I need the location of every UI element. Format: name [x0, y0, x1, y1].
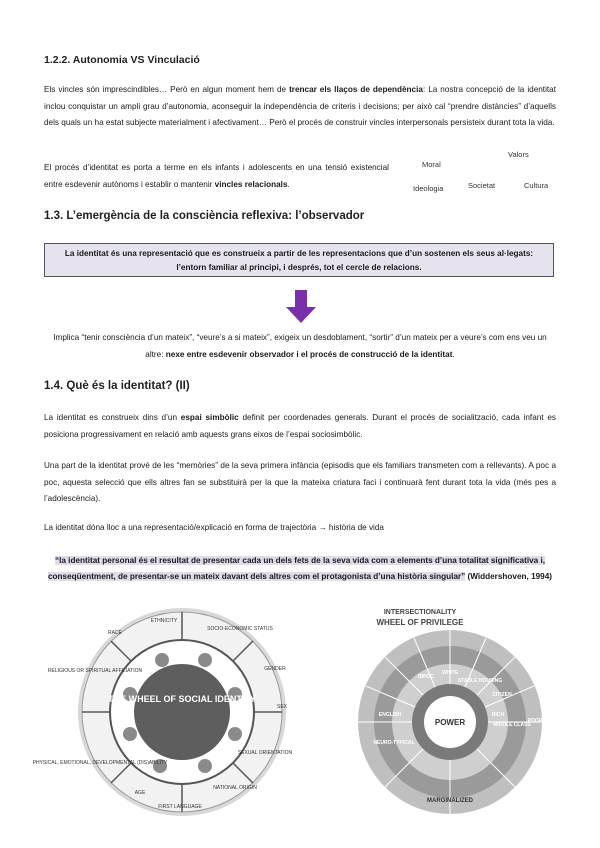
wheel-label-race: RACE [108, 630, 122, 636]
text-run: . [287, 179, 290, 189]
bold-run: espai simbòlic [180, 413, 239, 422]
section-heading-1-4: 1.4. Què és la identitat? (II) [44, 380, 190, 392]
wheel2-label-housing: STABLE HOUSING [457, 678, 503, 684]
wheel-label-national-origin: NATIONAL ORIGIN [213, 785, 257, 791]
text-run: El procés d’identitat es porta a terme en els infants i adolescents en una tensió existencial entre esdevenir autònoms i establir o mantenir [44, 163, 389, 189]
paragraph-autonomy [44, 82, 556, 132]
intersectionality-wheel-of-privilege [350, 604, 565, 804]
text-run: Implica “tenir consciència d’un mateix”, “veure’s a si mateix”, exigeix un desdoblament, “sortir” d’un mateix per a veure’s com ens veu un altre: [53, 333, 547, 359]
text-run: La identitat es construeix dins d’un [44, 413, 181, 422]
bold-run: nexe entre esdevenir observador i el procés de construcció de la identitat [165, 349, 453, 359]
definition-box: La identitat és una representació que es construeix a partir de les representacions que d’un sostenen els seus al·legats: l’entorn familiar al principi, i després, tot el cercle de relacions. [44, 243, 554, 277]
wheel2-label-poor: POOR [527, 718, 543, 724]
text-run: . [452, 349, 455, 359]
wheel2-title-line1: INTERSECTIONALITY [383, 609, 457, 616]
paragraph-symbolic-space [44, 410, 556, 443]
word-societat: Societat [468, 181, 496, 190]
word-moral: Moral [422, 160, 441, 169]
quote-text: “la identitat personal és el resultat de presentar cada un dels fets de la seva vida com a elements d’una totalitat significativa i, conseqüentment, de presentar-se un mateix davant dels altres com el protagonista d’una història singular” [47, 556, 546, 581]
wheel2-label-neurotypical: NEURO-TYPICAL [373, 740, 415, 746]
text-run: Els vincles són imprescindibles… Però en algun moment hem de [44, 85, 290, 94]
text-run: : La nostra concepció de la identitat inclou conquistar un ampli grau d’autonomia, aconseguir la independència de criteris i decisions; per això cal “prendre distàncies” d’aquells dels quals un ha estat subjecte materialment i afectivament… Però el procés de construir vincles interpersonals persisteix durant tota la vida. [44, 85, 556, 127]
bold-run: trencar els llaços de dependència [289, 85, 423, 94]
wheel2-label-bipoc: BIPOC [418, 674, 434, 680]
quote-citation: (Widdershoven, 1994) [465, 571, 553, 581]
paragraph-memories: Una part de la identitat prové de les “memòries” de la seva primera infància (episodis que els familiars transmeten com a rellevants). A poc a poc, aquesta selecció que ells altres fan se substituirà per la que la mateixa criatura faci i continuarà fent durant tota la vida (més pes a l’adolescència). [44, 461, 556, 503]
wheel2-label-rich: RICH [491, 712, 505, 718]
bold-run: vincles relacionals [214, 179, 288, 189]
quote-widdershoven [44, 553, 556, 584]
section-heading-1-3: 1.3. L’emergència de la consciència reflexiva: l’observador [44, 210, 365, 222]
paragraph-tension [44, 160, 389, 193]
wheel-center-label: THE WHEEL OF SOCIAL IDENTITY [108, 694, 256, 704]
word-ideologia: Ideologia [413, 184, 444, 193]
wheel2-title-line2: WHEEL OF PRIVILEGE [376, 618, 464, 627]
wheel-label-gender: GENDER [264, 666, 286, 672]
text-run: definit per coordenades generals. Durant el procés de socialització, cada infant es posiciona progressivament en relació amb aquests grans eixos de l’espai sociosimbòlic. [44, 413, 556, 439]
wheel-of-social-identity [32, 604, 305, 819]
wheel-label-religion: RELIGIOUS OR SPIRITUAL AFFILIATION [47, 668, 143, 674]
paragraph-trajectory: La identitat dóna lloc a una representació/explicació en forma de trajectòria → història de vida [44, 523, 384, 532]
wheel-label-ability: PHYSICAL, EMOTIONAL, DEVELOPMENTAL (DIS)ABILITY [32, 760, 168, 766]
down-arrow-icon [286, 290, 316, 324]
wheel2-outer-label: MARGINALIZED [427, 798, 473, 804]
wheel2-center-label: POWER [434, 718, 466, 727]
wheel2-label-white: WHITE [441, 670, 459, 676]
word-cultura: Cultura [524, 181, 549, 190]
wheel-label-sex: SEX [276, 704, 288, 710]
wheel-label-age: AGE [134, 790, 146, 796]
wheel2-label-middle-class: MIDDLE CLASS [493, 722, 531, 728]
wheel-label-orientation: SEXUAL ORIENTATION [237, 750, 293, 756]
wheel-label-ses: SOCIO-ECONOMIC STATUS [207, 626, 273, 632]
wheel-label-ethnicity: ETHNICITY [150, 618, 178, 624]
paragraph-implies [44, 330, 556, 363]
wheel-label-first-language: FIRST LANGUAGE [158, 804, 202, 810]
section-heading-1-2-2: 1.2.2. Autonomia VS Vinculació [44, 54, 200, 66]
wheel2-label-citizen: CITIZEN [492, 692, 512, 698]
wheel2-label-english: ENGLISH [378, 712, 402, 718]
word-valors: Valors [508, 150, 529, 159]
